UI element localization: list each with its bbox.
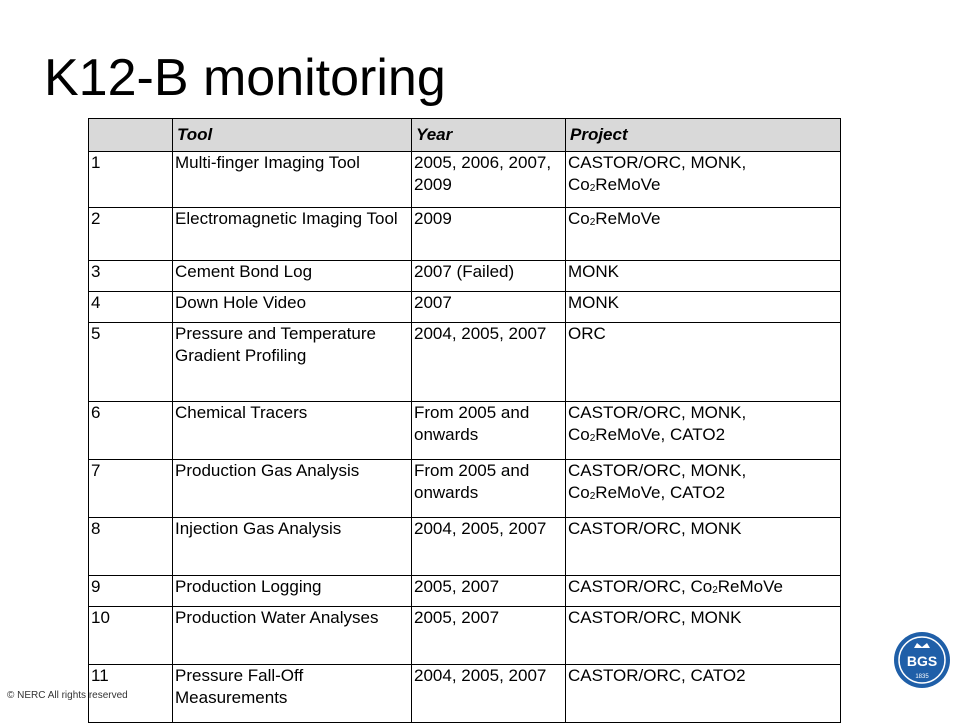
year-cell: 2007 [412,292,566,323]
project-cell: MONK [566,292,841,323]
year-cell: 2005, 2007 [412,576,566,607]
row-number: 4 [89,292,173,323]
year-cell: 2004, 2005, 2007 [412,323,566,402]
tool-cell: Production Water Analyses [173,607,412,665]
table-row [89,460,841,518]
table-row [89,607,841,665]
project-cell: CASTOR/ORC, MONK, $Co_2ReMoVe$, CATO2 [566,460,841,518]
table-header-row [89,119,841,152]
tool-cell: Cement Bond Log [173,261,412,292]
tool-cell: Chemical Tracers [173,402,412,460]
row-number: 2 [89,208,173,261]
copyright-footer: © NERC All rights reserved [7,690,128,701]
project-cell: CASTOR/ORC, MONK, $Co_2ReMoVe$ [566,152,841,208]
tool-cell: Down Hole Video [173,292,412,323]
row-number: 9 [89,576,173,607]
tool-cell: Multi-finger Imaging Tool [173,152,412,208]
monitoring-table [88,118,841,723]
project-cell: CASTOR/ORC, CATO2 [566,665,841,723]
slide-title: K12-B monitoring [44,49,446,107]
project-cell: $Co_2ReMoVe$ [566,208,841,261]
project-cell: CASTOR/ORC, MONK [566,518,841,576]
row-number: 3 [89,261,173,292]
row-number: 8 [89,518,173,576]
year-cell: 2009 [412,208,566,261]
table-row [89,323,841,402]
tool-cell: Injection Gas Analysis [173,518,412,576]
table-row [89,292,841,323]
row-number: 7 [89,460,173,518]
project-cell: ORC [566,323,841,402]
year-cell: From 2005 and onwards [412,460,566,518]
row-number: 10 [89,607,173,665]
project-cell: MONK [566,261,841,292]
tool-cell: Pressure and Temperature Gradient Profiling [173,323,412,402]
year-cell: From 2005 and onwards [412,402,566,460]
header-year: Year [412,119,566,152]
row-number: 11 [89,665,173,723]
tool-cell: Production Logging [173,576,412,607]
table-row [89,402,841,460]
tool-cell: Electromagnetic Imaging Tool [173,208,412,261]
year-cell: 2004, 2005, 2007 [412,518,566,576]
header-project: Project [566,119,841,152]
row-number: 6 [89,402,173,460]
project-cell: CASTOR/ORC, MONK, $Co_2ReMoVe$, CATO2 [566,402,841,460]
year-cell: 2004, 2005, 2007 [412,665,566,723]
project-cell: CASTOR/ORC, MONK [566,607,841,665]
year-cell: 2005, 2007 [412,607,566,665]
table-row [89,208,841,261]
row-number: 1 [89,152,173,208]
logo-text: BGS [906,653,938,669]
tool-cell: Pressure Fall-Off Measurements [173,665,412,723]
table-row [89,261,841,292]
year-cell: 2007 (Failed) [412,261,566,292]
tool-cell: Production Gas Analysis [173,460,412,518]
row-number: 5 [89,323,173,402]
table-row [89,576,841,607]
year-cell: 2005, 2006, 2007, 2009 [412,152,566,208]
table-row [89,665,841,723]
project-cell: CASTOR/ORC, $Co_2ReMoVe$ [566,576,841,607]
table-row [89,518,841,576]
header-number [89,119,173,152]
header-tool: Tool [173,119,412,152]
bgs-logo [893,631,951,689]
table-row [89,152,841,208]
logo-year: 1835 [915,674,929,680]
